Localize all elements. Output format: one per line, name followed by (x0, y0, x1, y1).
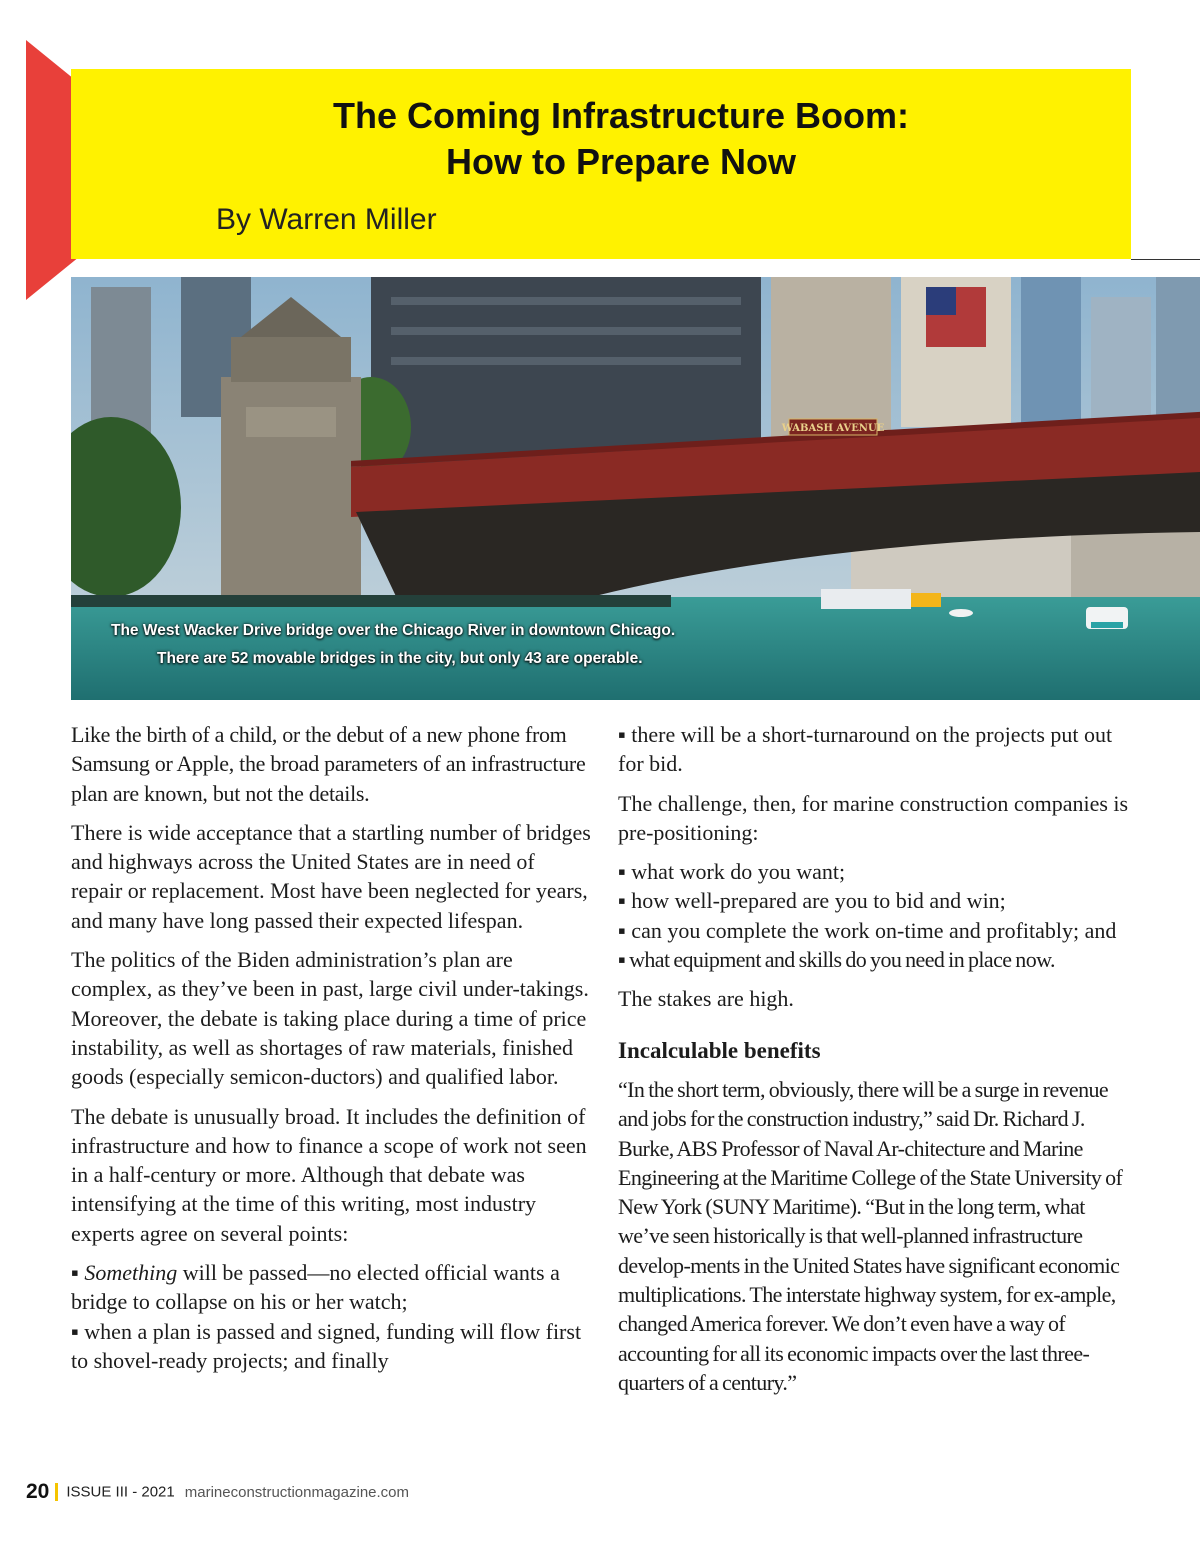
bridge-sign-text: WABASH AVENUE (781, 423, 885, 434)
bullet-1-marker: ▪ (71, 1260, 85, 1286)
bullet-3: ▪ there will be a short-turnaround on the projects put out for bid. (618, 722, 1113, 777)
article-title-line-1: The Coming Infrastructure Boom: (332, 95, 910, 136)
paragraph-4: The debate is unusually broad. It includes the definition of infrastructure and how to finance a scope of work not seen in a half-century or more. Although that debate was intensifying at the time of this writing, most industry experts agree on several points: (71, 1103, 587, 1246)
bullet-2: ▪ when a plan is passed and signed, funding will flow first to shovel-ready projects; and finally (71, 1318, 582, 1373)
bridge-photo (71, 277, 1200, 700)
article-title-line-2: How to Prepare Now (445, 141, 797, 182)
paragraph-2: There is wide acceptance that a startling number of bridges and highways across the United States are in need of repair or replacement. Most have been neglected for years, and many have long passed their expected lifespan. (71, 819, 591, 933)
footer-separator (55, 1483, 58, 1501)
byline: By Warren Miller (216, 203, 437, 236)
photo-caption-line-1: The West Wacker Drive bridge over the Chicago River in downtown Chicago. (111, 622, 676, 639)
bullet-1-text: will be passed—no elected official wants a bridge to collapse on his or her watch; (71, 1260, 560, 1315)
list-item: ▪ what work do you want; (618, 859, 846, 885)
paragraph-5: The challenge, then, for marine construction companies is pre-positioning: (618, 790, 1129, 845)
paragraph-6: The stakes are high. (618, 986, 794, 1012)
header-rule (1131, 259, 1200, 260)
list-item: ▪ what equipment and skills do you need in place now. (618, 947, 1055, 973)
list-item: ▪ how well-prepared are you to bid and win; (618, 888, 1006, 914)
bullet-1 (71, 1258, 591, 1317)
left-column (71, 720, 591, 1375)
right-column (618, 720, 1138, 1407)
list-item: ▪ can you complete the work on-time and profitably; and (618, 917, 1117, 943)
page-footer (26, 1480, 409, 1506)
issue-label: ISSUE III - 2021 (66, 1483, 175, 1501)
paragraph-1: Like the birth of a child, or the debut of a new phone from Samsung or Apple, the broad parameters of an infrastructure plan are known, but not the details. (71, 722, 586, 806)
photo-caption-line-2: There are 52 movable bridges in the city, but only 43 are operable. (157, 650, 643, 667)
paragraph-3: The politics of the Biden administration’s plan are complex, as they’ve been in past, large civil under-takings. Moreover, the debate is taking place during a time of price instability, as well as shortages of raw materials, finished goods (especially semicon-ductors) and qualified labor. (71, 947, 589, 1090)
website-link[interactable]: marineconstructionmagazine.com (184, 1483, 410, 1501)
quote-paragraph: “In the short term, obviously, there will be a surge in revenue and jobs for the construction industry,” said Dr. Richard J. Burke, ABS Professor of Naval Ar-chitecture and Marine Engineering at the Maritime College of the State University of New York (SUNY Maritime). “But in the long term, what we’ve seen historically is that well-planned infrastructure develop-ments in the United States have significant economic multiplications. The interstate highway system, for ex-ample, changed America forever. We don’t even have a way of accounting for all its economic impacts over the last three-quarters of a century.” (618, 1076, 1123, 1395)
page-number: 20 (26, 1480, 50, 1503)
bullet-1-italic: Something (84, 1260, 178, 1286)
section-heading: Incalculable benefits (618, 1037, 821, 1063)
title-banner (71, 69, 1131, 259)
